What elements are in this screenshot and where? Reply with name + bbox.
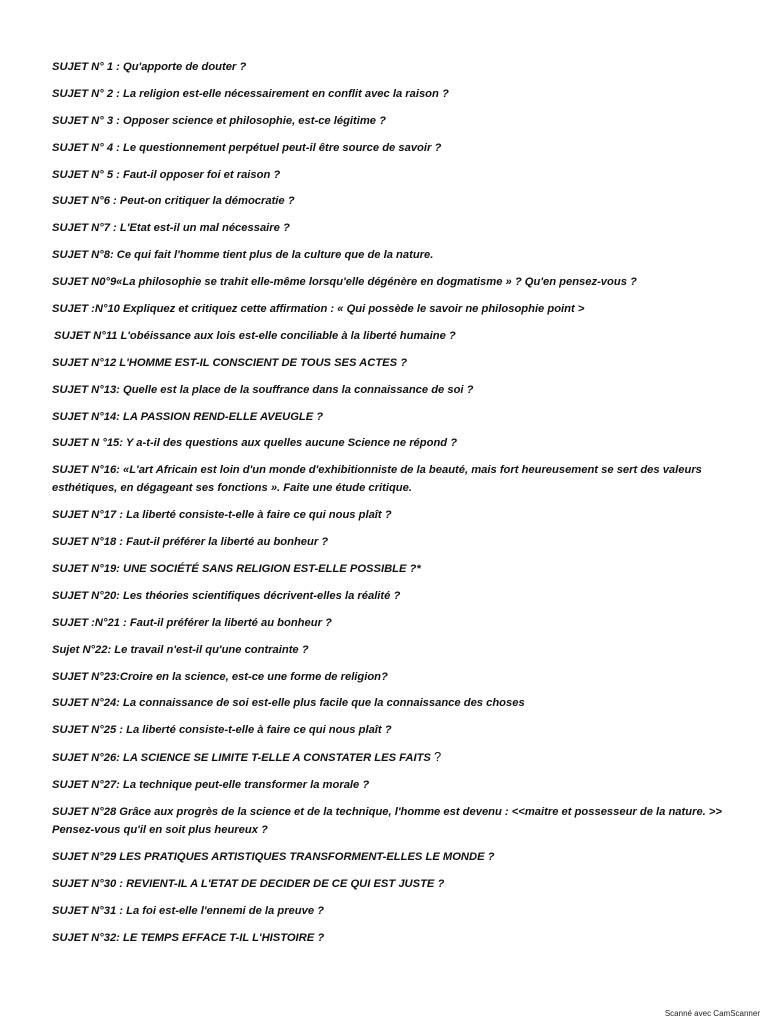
subject-item-26 (52, 748, 742, 767)
subject-item-10: SUJET :N°10 Expliquez et critiquez cette affirmation : « Qui possède le savoir ne philosophie point > (52, 303, 585, 316)
subject-item-3: SUJET N° 3 : Opposer science et philosophie, est-ce légitime ? (52, 114, 386, 127)
subject-item-16: SUJET N°16: «L'art Africain est loin d'un monde d'exhibitionniste de la beauté, mais fort heureusement se sert des valeurs esthétiques, en dégageant ses fonctions ». Faite une étude critique. (52, 464, 702, 495)
subject-item-2: SUJET N° 2 : La religion est-elle nécessairement en conflit avec la raison ? (52, 87, 449, 100)
subject-item-28: SUJET N°28 Grâce aux progrès de la science et de la technique, l'homme est devenu : <<maitre et possesseur de la nature. >> Pensez-vous qu'il en soit plus heureux ? (52, 806, 722, 837)
subject-item-19: SUJET N°19: UNE SOCIÉTÉ SANS RELIGION EST-ELLE POSSIBLE ?* (52, 563, 421, 576)
subject-item-26-question-mark: ? (433, 749, 442, 765)
subject-item-32: SUJET N°32: LE TEMPS EFFACE T-IL L'HISTOIRE ? (52, 931, 325, 944)
subject-item-11: SUJET N°11 L'obéissance aux lois est-elle conciliable à la liberté humaine ? (54, 329, 456, 342)
subject-item-7: SUJET N°7 : L'Etat est-il un mal nécessaire ? (52, 222, 290, 235)
subject-item-4: SUJET N° 4 : Le questionnement perpétuel peut-il être source de savoir ? (52, 141, 442, 154)
subject-item-15: SUJET N °15: Y a-t-il des questions aux quelles aucune Science ne répond ? (52, 437, 458, 450)
subject-item-13: SUJET N°13: Quelle est la place de la souffrance dans la connaissance de soi ? (52, 383, 474, 396)
subject-item-9: SUJET N0°9«La philosophie se trahit elle-même lorsqu'elle dégénère en dogmatisme » ? Qu'en pensez-vous ? (52, 276, 637, 289)
subject-list (52, 58, 742, 956)
subject-item-18: SUJET N°18 : Faut-il préférer la liberté au bonheur ? (52, 536, 329, 549)
subject-item-8: SUJET N°8: Ce qui fait l'homme tient plus de la culture que de la nature. (52, 249, 434, 262)
subject-item-24: SUJET N°24: La connaissance de soi est-elle plus facile que la connaissance des choses (52, 697, 525, 710)
subject-item-22: Sujet N°22: Le travail n'est-il qu'une contrainte ? (52, 643, 309, 656)
subject-item-25: SUJET N°25 : La liberté consiste-t-elle à faire ce qui nous plaît ? (52, 724, 392, 737)
subject-item-14: SUJET N°14: LA PASSION REND-ELLE AVEUGLE ? (52, 410, 324, 423)
subject-item-12: SUJET N°12 L'HOMME EST-IL CONSCIENT DE TOUS SES ACTES ? (52, 356, 408, 369)
subject-item-29: SUJET N°29 LES PRATIQUES ARTISTIQUES TRANSFORMENT-ELLES LE MONDE ? (52, 850, 495, 863)
subject-item-1: SUJET N° 1 : Qu'apporte de douter ? (52, 61, 247, 73)
subject-item-20: SUJET N°20: Les théories scientifiques décrivent-elles la réalité ? (52, 589, 401, 602)
subject-item-26-text: SUJET N°26: LA SCIENCE SE LIMITE T-ELLE A CONSTATER LES FAITS (52, 752, 431, 765)
subject-item-17: SUJET N°17 : La liberté consiste-t-elle à faire ce qui nous plaît ? (52, 509, 392, 522)
subject-item-21: SUJET :N°21 : Faut-il préférer la liberté au bonheur ? (52, 616, 332, 629)
camscanner-watermark: Scanné avec CamScanner (664, 1009, 760, 1018)
subject-item-27: SUJET N°27: La technique peut-elle transformer la morale ? (52, 779, 370, 792)
subject-item-30: SUJET N°30 : REVIENT-IL A L'ETAT DE DECIDER DE CE QUI EST JUSTE ? (52, 877, 445, 890)
subject-item-23: SUJET N°23:Croire en la science, est-ce une forme de religion? (52, 670, 388, 683)
subject-item-5: SUJET N° 5 : Faut-il opposer foi et raison ? (52, 168, 281, 181)
subject-item-6: SUJET N°6 : Peut-on critiquer la démocratie ? (52, 195, 295, 208)
subject-item-31: SUJET N°31 : La foi est-elle l'ennemi de la preuve ? (52, 904, 324, 917)
